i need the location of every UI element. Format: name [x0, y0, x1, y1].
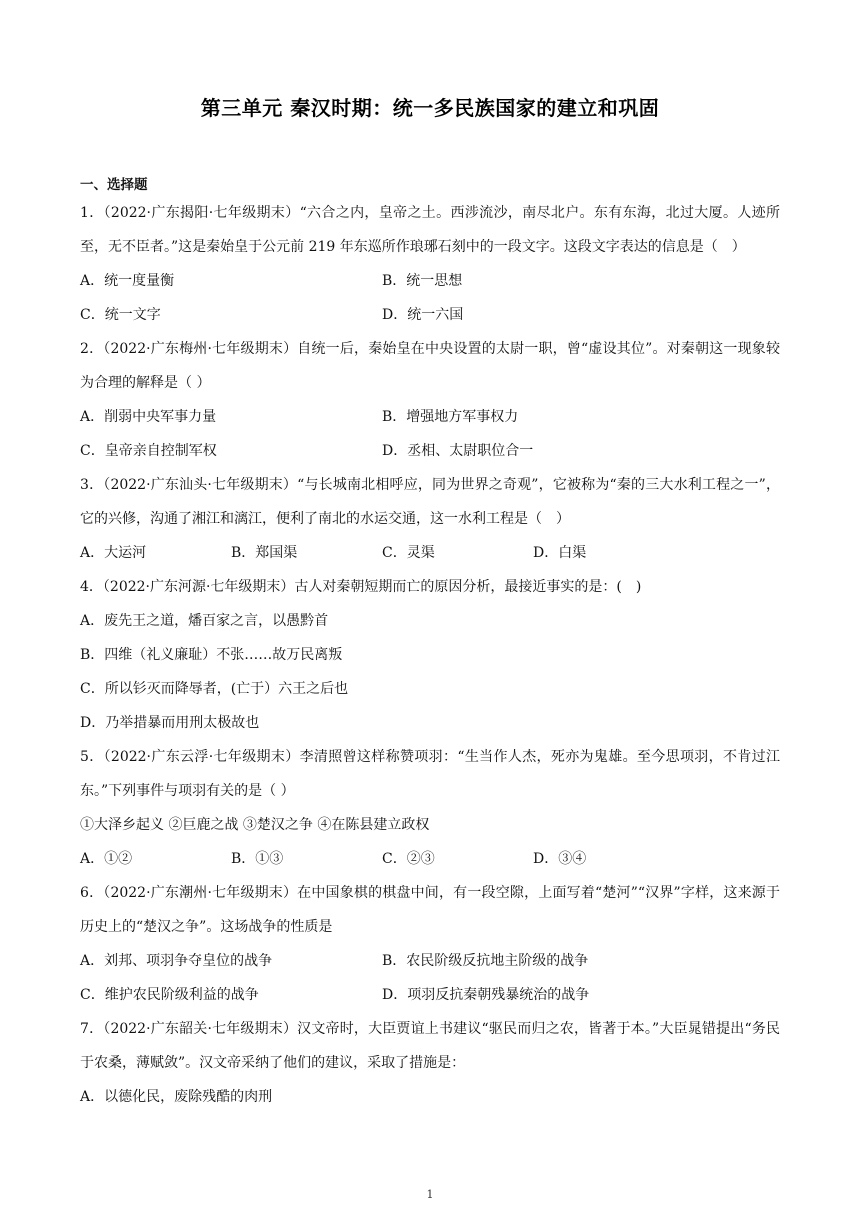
question-2 [80, 332, 780, 468]
question-1-option-d: D．统一六国 [382, 307, 464, 323]
question-4 [80, 570, 780, 740]
question-2-option-b: B．增强地方军事权力 [382, 409, 519, 425]
question-4-option-b: B．四维（礼义廉耻）不张……故万民离叛 [80, 647, 343, 663]
question-1-text: 1．（2022·广东揭阳·七年级期末）“六合之内，皇帝之土。西涉流沙，南尽北户。东有东海，北过大厦。人迹所至，无不臣者。”这是秦始皇于公元前 219 年东巡所作琅琊石刻中的一段文字。这段文字表达的信息是（ ） [80, 205, 780, 255]
section-heading: 一、选择题 [80, 177, 148, 193]
question-6-option-a: A．刘邦、项羽争夺皇位的战争 [80, 953, 273, 969]
question-5-items: ①大泽乡起义 ②巨鹿之战 ③楚汉之争 ④在陈县建立政权 [80, 817, 430, 833]
question-6-option-b: B．农民阶级反抗地主阶级的战争 [382, 953, 589, 969]
question-6-options-row-2 [80, 978, 780, 1012]
question-7-text: 7．（2022·广东韶关·七年级期末）汉文帝时，大臣贾谊上书建议“驱民而归之农，皆著于本。”大臣晁错提出“务民于农桑，薄赋敛”。汉文帝采纳了他们的建议，采取了措施是： [80, 1021, 780, 1071]
question-6-text: 6．（2022·广东潮州·七年级期末）在中国象棋的棋盘中间，有一段空隙，上面写着“楚河”“汉界”字样，这来源于历史上的“楚汉之争”。这场战争的性质是 [80, 885, 780, 935]
question-1-option-c: C．统一文字 [80, 307, 161, 323]
question-1-option-b: B．统一思想 [382, 273, 463, 289]
question-2-option-d: D．丞相、太尉职位合一 [382, 443, 534, 459]
question-2-text: 2．（2022·广东梅州·七年级期末）自统一后，秦始皇在中央设置的太尉一职，曾“虚设其位”。对秦朝这一现象较为合理的解释是（ ） [80, 341, 780, 391]
question-3-option-d: D．白渠 [533, 545, 587, 561]
question-3-options-row [80, 536, 780, 570]
question-3-option-b: B．郑国渠 [231, 545, 298, 561]
question-7 [80, 1012, 780, 1114]
question-3-option-c: C．灵渠 [382, 545, 435, 561]
question-list [80, 174, 780, 1114]
question-6-option-d: D．项羽反抗秦朝残暴统治的战争 [382, 987, 590, 1003]
question-5-option-c: C．②③ [382, 851, 435, 867]
question-3-option-a: A．大运河 [80, 545, 147, 561]
question-2-option-c: C．皇帝亲自控制军权 [80, 443, 217, 459]
question-4-option-a: A．废先王之道，燔百家之言，以愚黔首 [80, 613, 329, 629]
question-4-option-d: D．乃举措暴而用刑太极故也 [80, 715, 260, 731]
question-6-option-c: C．维护农民阶级利益的战争 [80, 987, 259, 1003]
question-5-text: 5．（2022·广东云浮·七年级期末）李清照曾这样称赞项羽：“生当作人杰，死亦为鬼雄。至今思项羽，不肯过江东。”下列事件与项羽有关的是（ ） [80, 749, 780, 799]
page-title: 第三单元 秦汉时期：统一多民族国家的建立和巩固 [200, 96, 660, 120]
question-5 [80, 740, 780, 876]
question-2-options-row-1 [80, 400, 780, 434]
question-3-text: 3．（2022·广东汕头·七年级期末）“与长城南北相呼应，同为世界之奇观”，它被称为“秦的三大水利工程之一”，它的兴修，沟通了湘江和漓江，便利了南北的水运交通，这一水利工程是（ ） [80, 477, 780, 527]
question-4-text: 4．（2022·广东河源·七年级期末）古人对秦朝短期而亡的原因分析，最接近事实的是：( ) [80, 579, 642, 595]
question-7-option-a: A．以德化民，废除残酷的肉刑 [80, 1089, 273, 1105]
question-1-options-row-1 [80, 264, 780, 298]
question-5-option-d: D．③④ [533, 851, 587, 867]
question-3 [80, 468, 780, 570]
question-1 [80, 196, 780, 332]
page-number: 1 [426, 1188, 434, 1201]
question-1-options-row-2 [80, 298, 780, 332]
question-4-option-c: C．所以钐灭而降辱者，(亡于）六王之后也 [80, 681, 349, 697]
question-5-option-b: B．①③ [231, 851, 284, 867]
question-5-option-a: A．①② [80, 851, 133, 867]
question-6-options-row-1 [80, 944, 780, 978]
question-5-options-row [80, 842, 780, 876]
question-2-option-a: A．削弱中央军事力量 [80, 409, 217, 425]
question-1-option-a: A．统一度量衡 [80, 273, 175, 289]
question-6 [80, 876, 780, 1012]
question-2-options-row-2 [80, 434, 780, 468]
